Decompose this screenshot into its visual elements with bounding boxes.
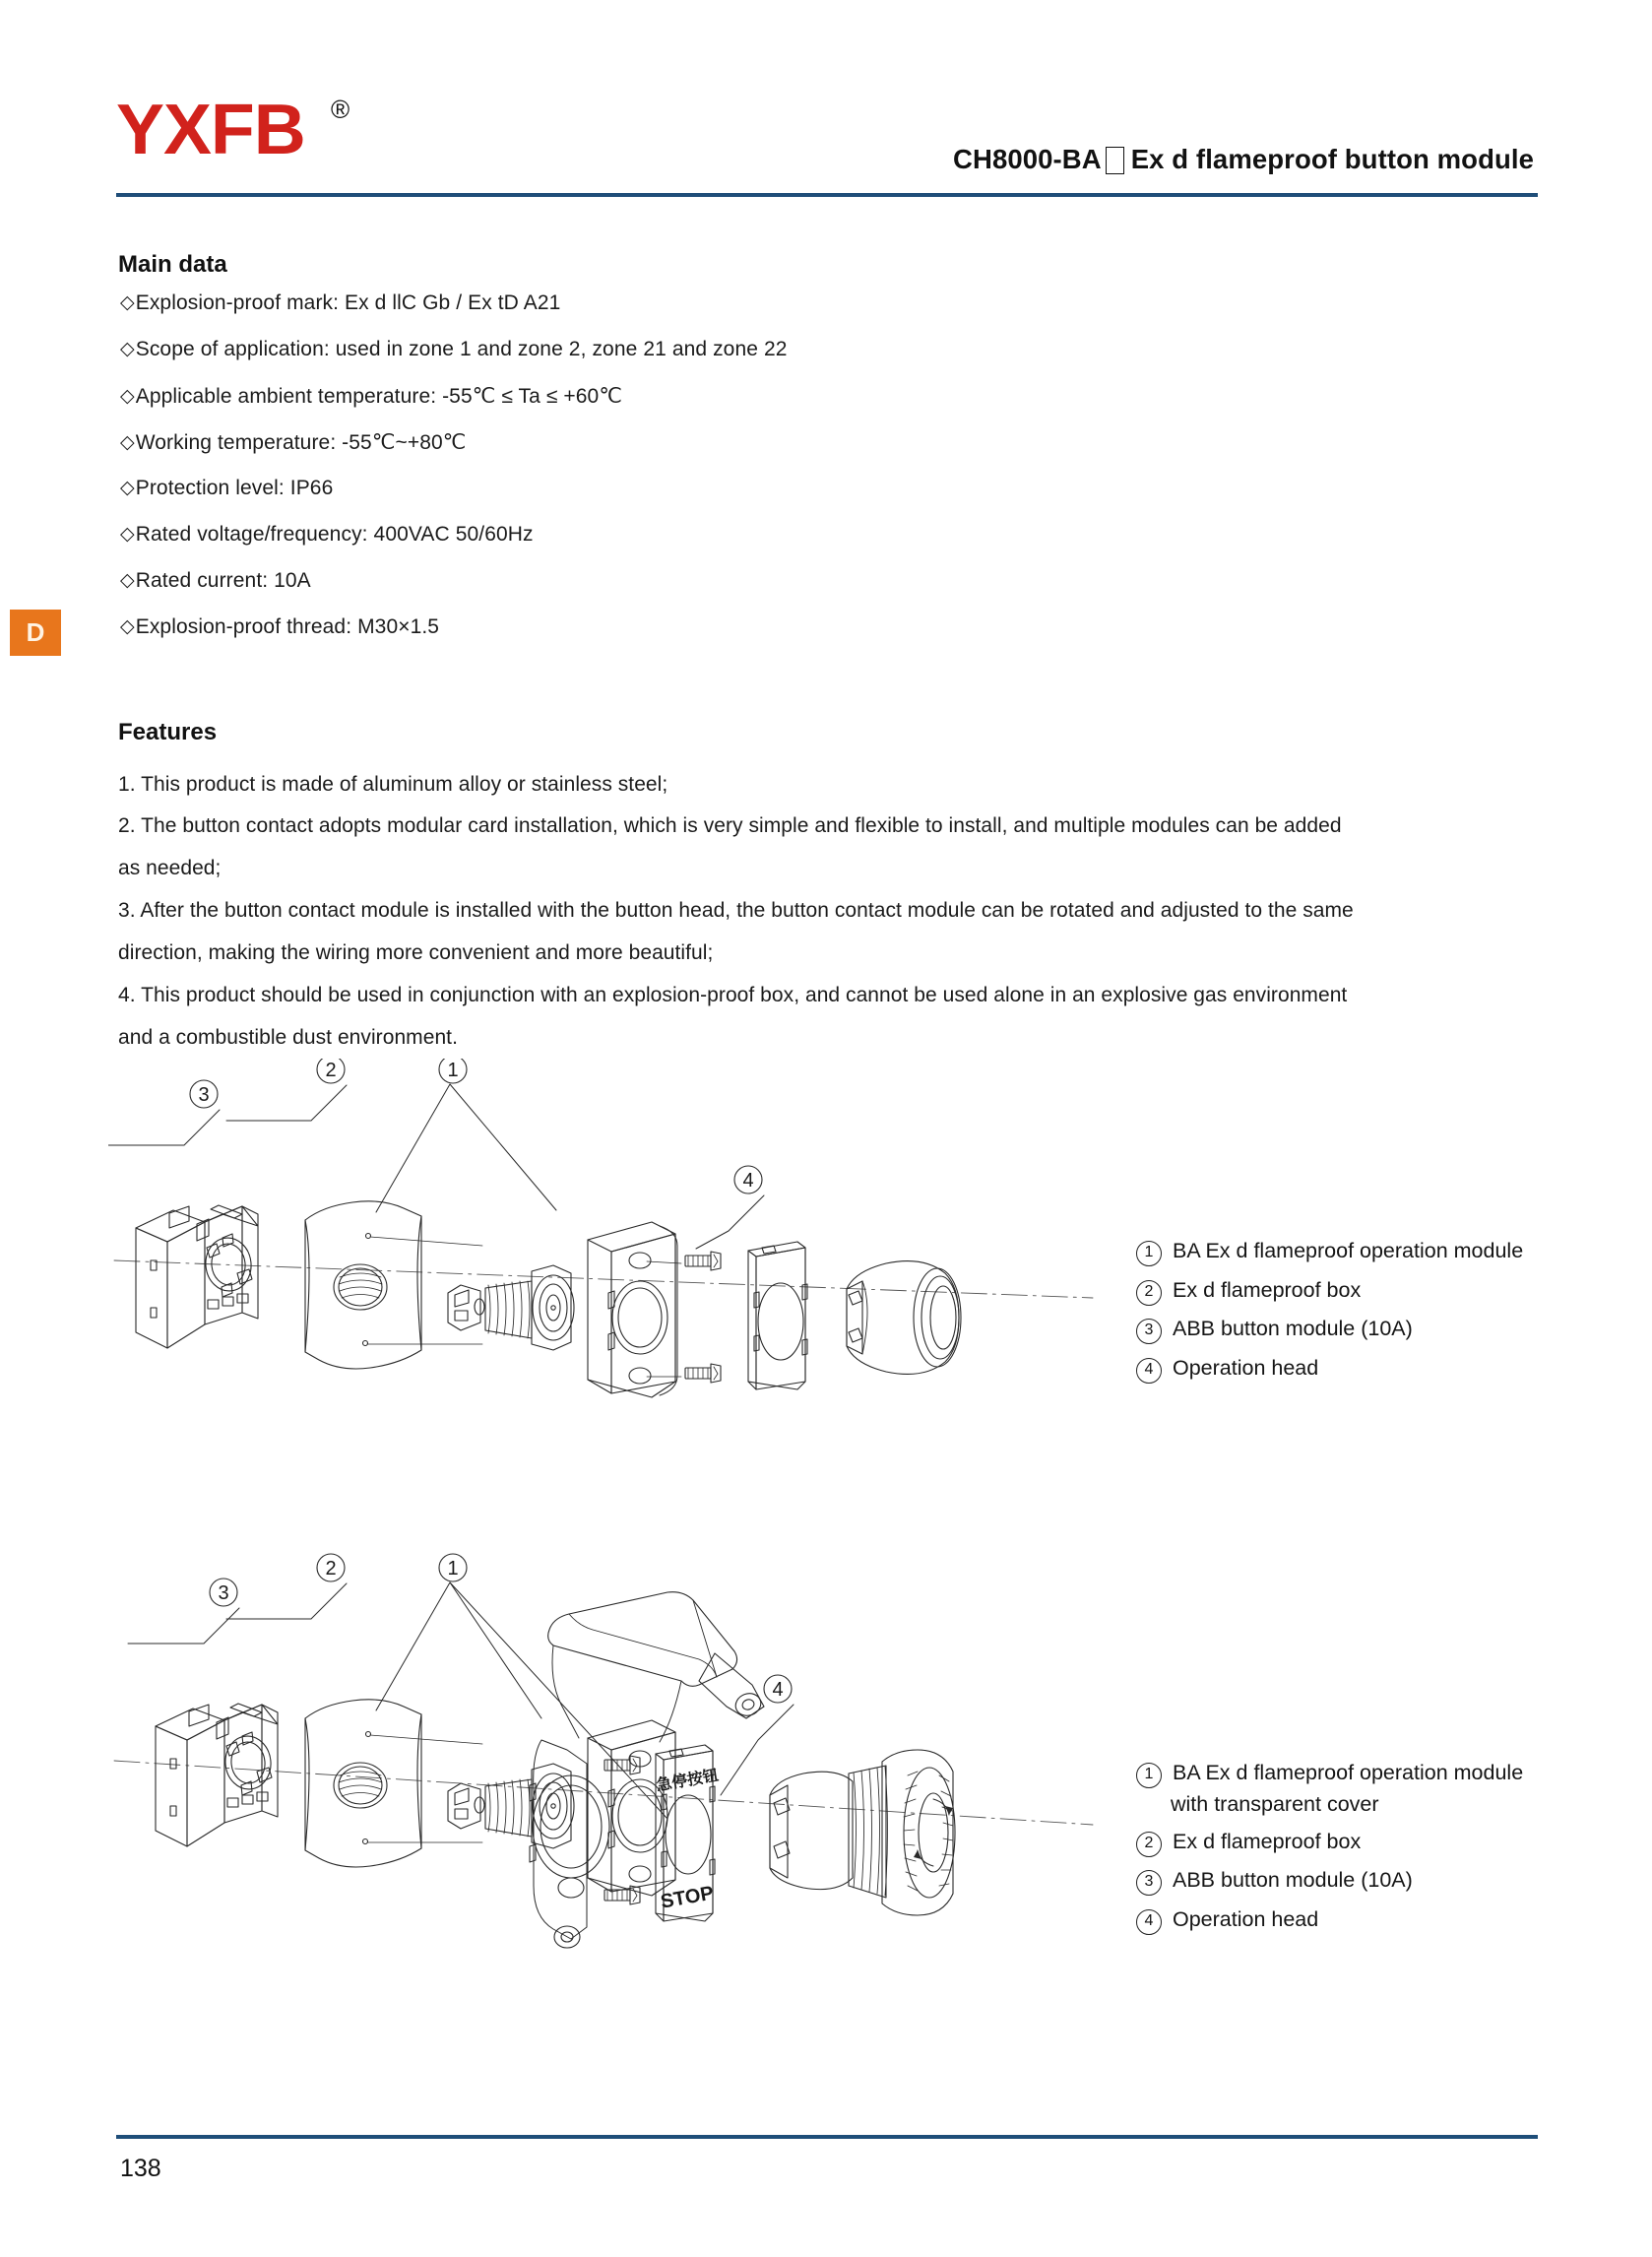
legend-item <box>1136 1317 1523 1342</box>
variant-placeholder-box-icon <box>1106 147 1124 174</box>
exploded-view-diagram-1 <box>108 1059 1132 1452</box>
page-header <box>0 0 1652 207</box>
spec-item-explosion-proof-thread <box>120 615 439 639</box>
svg-text:4: 4 <box>772 1679 784 1701</box>
legend-text: BA Ex d flameproof operation module <box>1173 1239 1524 1262</box>
legend-text: Ex d flameproof box <box>1173 1829 1362 1853</box>
part-screw-lower <box>604 1886 640 1904</box>
callout-2 <box>226 1554 347 1619</box>
callout-4 <box>696 1166 764 1249</box>
spec-item-text: Working temperature: -55℃~+80℃ <box>135 431 467 454</box>
spec-item-rated-voltage <box>120 523 534 547</box>
legend-text: Ex d flameproof box <box>1173 1277 1362 1302</box>
section-tab-d <box>10 610 61 656</box>
spec-item-text: Explosion-proof thread: M30×1.5 <box>135 615 440 638</box>
page-title-suffix: Ex d flameproof button module <box>1130 144 1534 174</box>
legend-marker-4: 4 <box>1136 1358 1162 1384</box>
callout-3 <box>128 1579 239 1644</box>
features-heading: Features <box>118 719 218 745</box>
spec-item-explosion-proof-mark <box>120 291 560 315</box>
legend-marker-3: 3 <box>1136 1870 1162 1896</box>
spec-item-text: Rated voltage/frequency: 400VAC 50/60Hz <box>135 523 534 546</box>
page-number: 138 <box>120 2155 161 2182</box>
part-abb-button-module <box>136 1205 258 1348</box>
feature-line: 4. This product should be used in conjunction with an explosion-proof box, and cannot be used alone in an explosive gas environment <box>118 984 1348 1006</box>
header-divider <box>116 193 1538 197</box>
diamond-bullet-icon: ◇ <box>120 339 135 359</box>
spec-item-text: Applicable ambient temperature: -55℃ ≤ Ta ≤ +60℃ <box>135 385 623 408</box>
footer-divider <box>116 2135 1538 2139</box>
feature-line: and a combustible dust environment. <box>118 1026 458 1049</box>
feature-line: 2. The button contact adopts modular card installation, which is very simple and flexible to install, and multiple modules can be added <box>118 814 1342 837</box>
diamond-bullet-icon: ◇ <box>120 386 135 407</box>
part-flameproof-operation-module-body <box>588 1222 681 1397</box>
spec-item-scope-of-application <box>120 338 788 361</box>
spec-item-rated-current <box>120 569 311 593</box>
logo-wordmark: YXFB <box>116 91 305 169</box>
diamond-bullet-icon: ◇ <box>120 616 135 637</box>
part-bezel-plate <box>748 1242 807 1389</box>
callout-1 <box>376 1059 556 1212</box>
spec-item-text: Explosion-proof mark: Ex d llC Gb / Ex tD A21 <box>135 291 561 314</box>
legend-text: ABB button module (10A) <box>1173 1317 1413 1340</box>
spec-item-ambient-temperature <box>120 384 622 409</box>
legend-text: BA Ex d flameproof operation module <box>1173 1761 1524 1784</box>
part-screw-upper <box>685 1252 721 1270</box>
diagram-2-legend <box>1136 1761 1523 1946</box>
svg-text:2: 2 <box>325 1060 337 1081</box>
legend-text: Operation head <box>1173 1906 1319 1931</box>
spec-item-working-temperature <box>120 430 467 455</box>
diamond-bullet-icon: ◇ <box>120 432 135 453</box>
diamond-bullet-icon: ◇ <box>120 292 135 313</box>
legend-text: Operation head <box>1173 1355 1319 1380</box>
legend-text-continuation: with transparent cover <box>1171 1791 1379 1816</box>
label-plate-top-text: 急停按钮 <box>655 1767 721 1795</box>
legend-item <box>1136 1830 1523 1855</box>
page-title-prefix: CH8000-BA <box>953 144 1102 174</box>
main-data-heading: Main data <box>118 251 227 278</box>
legend-marker-2: 2 <box>1136 1832 1162 1857</box>
legend-item <box>1136 1868 1523 1894</box>
legend-item <box>1136 1278 1523 1304</box>
legend-text: ABB button module (10A) <box>1173 1868 1413 1892</box>
part-screw-lower <box>685 1364 721 1383</box>
callout-2 <box>226 1059 347 1121</box>
spec-item-text: Rated current: 10A <box>135 569 311 592</box>
legend-item <box>1136 1239 1523 1264</box>
part-abb-button-module <box>156 1704 278 1846</box>
label-plate-bottom-text: STOP <box>659 1882 716 1913</box>
svg-text:3: 3 <box>218 1582 229 1604</box>
part-operation-head <box>770 1750 955 1915</box>
diamond-bullet-icon: ◇ <box>120 524 135 545</box>
part-threaded-bushing <box>448 1764 574 1848</box>
part-threaded-bushing <box>448 1265 574 1350</box>
exploded-view-diagram-2 <box>108 1531 1132 2043</box>
svg-text:2: 2 <box>325 1558 337 1580</box>
svg-text:4: 4 <box>742 1170 754 1192</box>
diagram-1-legend <box>1136 1239 1523 1394</box>
legend-item <box>1136 1356 1523 1382</box>
legend-item <box>1136 1907 1523 1933</box>
registered-trademark-icon: ® <box>331 95 350 124</box>
spec-item-text: Scope of application: used in zone 1 and zone 2, zone 21 and zone 22 <box>135 338 788 360</box>
brand-logo <box>116 91 350 169</box>
callout-1 <box>376 1554 667 1819</box>
page-title <box>953 144 1534 175</box>
diamond-bullet-icon: ◇ <box>120 478 135 498</box>
legend-marker-2: 2 <box>1136 1280 1162 1306</box>
svg-text:1: 1 <box>447 1558 459 1580</box>
part-operation-head <box>847 1261 961 1375</box>
feature-line: as needed; <box>118 857 222 879</box>
diamond-bullet-icon: ◇ <box>120 570 135 591</box>
legend-marker-1: 1 <box>1136 1241 1162 1266</box>
feature-line: direction, making the wiring more convenient and more beautiful; <box>118 941 714 964</box>
svg-text:1: 1 <box>447 1060 459 1081</box>
svg-text:3: 3 <box>198 1084 210 1106</box>
spec-item-protection-level <box>120 477 333 500</box>
legend-marker-1: 1 <box>1136 1763 1162 1788</box>
feature-line: 1. This product is made of aluminum alloy or stainless steel; <box>118 773 668 796</box>
spec-item-text: Protection level: IP66 <box>135 477 334 499</box>
section-tab-label: D <box>26 617 45 647</box>
part-enclosure-wall <box>305 1201 482 1369</box>
feature-line: 3. After the button contact module is installed with the button head, the button contact module can be rotated and adjusted to the same <box>118 899 1354 922</box>
callout-3 <box>108 1080 220 1145</box>
legend-marker-3: 3 <box>1136 1319 1162 1344</box>
legend-item <box>1136 1761 1523 1786</box>
legend-marker-4: 4 <box>1136 1909 1162 1935</box>
